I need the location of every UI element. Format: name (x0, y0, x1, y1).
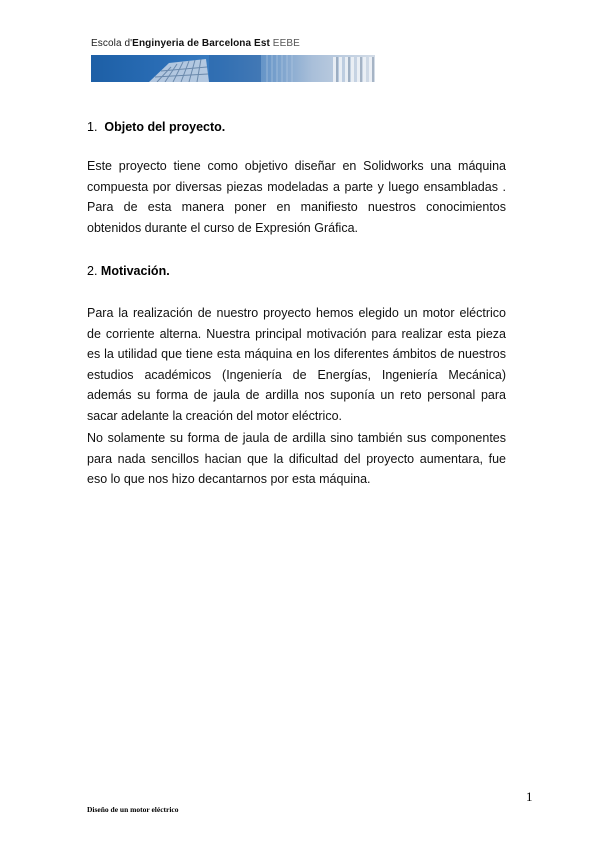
page-number: 1 (526, 789, 533, 804)
paragraph: Este proyecto tiene como objetivo diseñar en Solidworks una máquina compuesta por diversas piezas modeladas a parte y luego ensambladas . Para de esta manera poner en manifiesto nuestros conocimientos obtenidos durante el curso de Expresión Gráfica. (87, 159, 506, 235)
footer-document-title: Diseño de un motor eléctrico (87, 805, 179, 814)
school-suffix: EEBE (269, 38, 300, 49)
school-prefix: Escola d' (91, 38, 133, 49)
section-number: 2. (87, 264, 98, 278)
section-title: Motivación. (100, 264, 170, 278)
building-facade-icon (91, 55, 375, 82)
school-header (91, 38, 300, 49)
section-heading-objeto (87, 120, 225, 134)
paragraph: Para la realización de nuestro proyecto hemos elegido un motor eléctrico de corriente alterna. Nuestra principal motivación para realizar esta pieza es la utilidad que tiene esta máquina en los diferentes ámbitos de nuestros estudios académicos (Ingeniería de Energías, Ingeniería Mecánica) además su forma de jaula de ardilla nos suponía un reto personal para sacar adelante la creación del motor eléctrico. (87, 306, 506, 423)
header-banner-image (91, 55, 375, 82)
paragraph: No solamente su forma de jaula de ardilla sino también sus componentes para nada sencillos hacian que la dificultad del proyecto aumentara, fue eso lo que nos hizo decantarnos por esta máquina. (87, 431, 506, 486)
section-number: 1. (87, 120, 98, 134)
school-name: Enginyeria de Barcelona Est (132, 38, 270, 49)
section-heading-motivacion (87, 264, 170, 278)
section-title: Objeto del proyecto. (104, 120, 226, 134)
